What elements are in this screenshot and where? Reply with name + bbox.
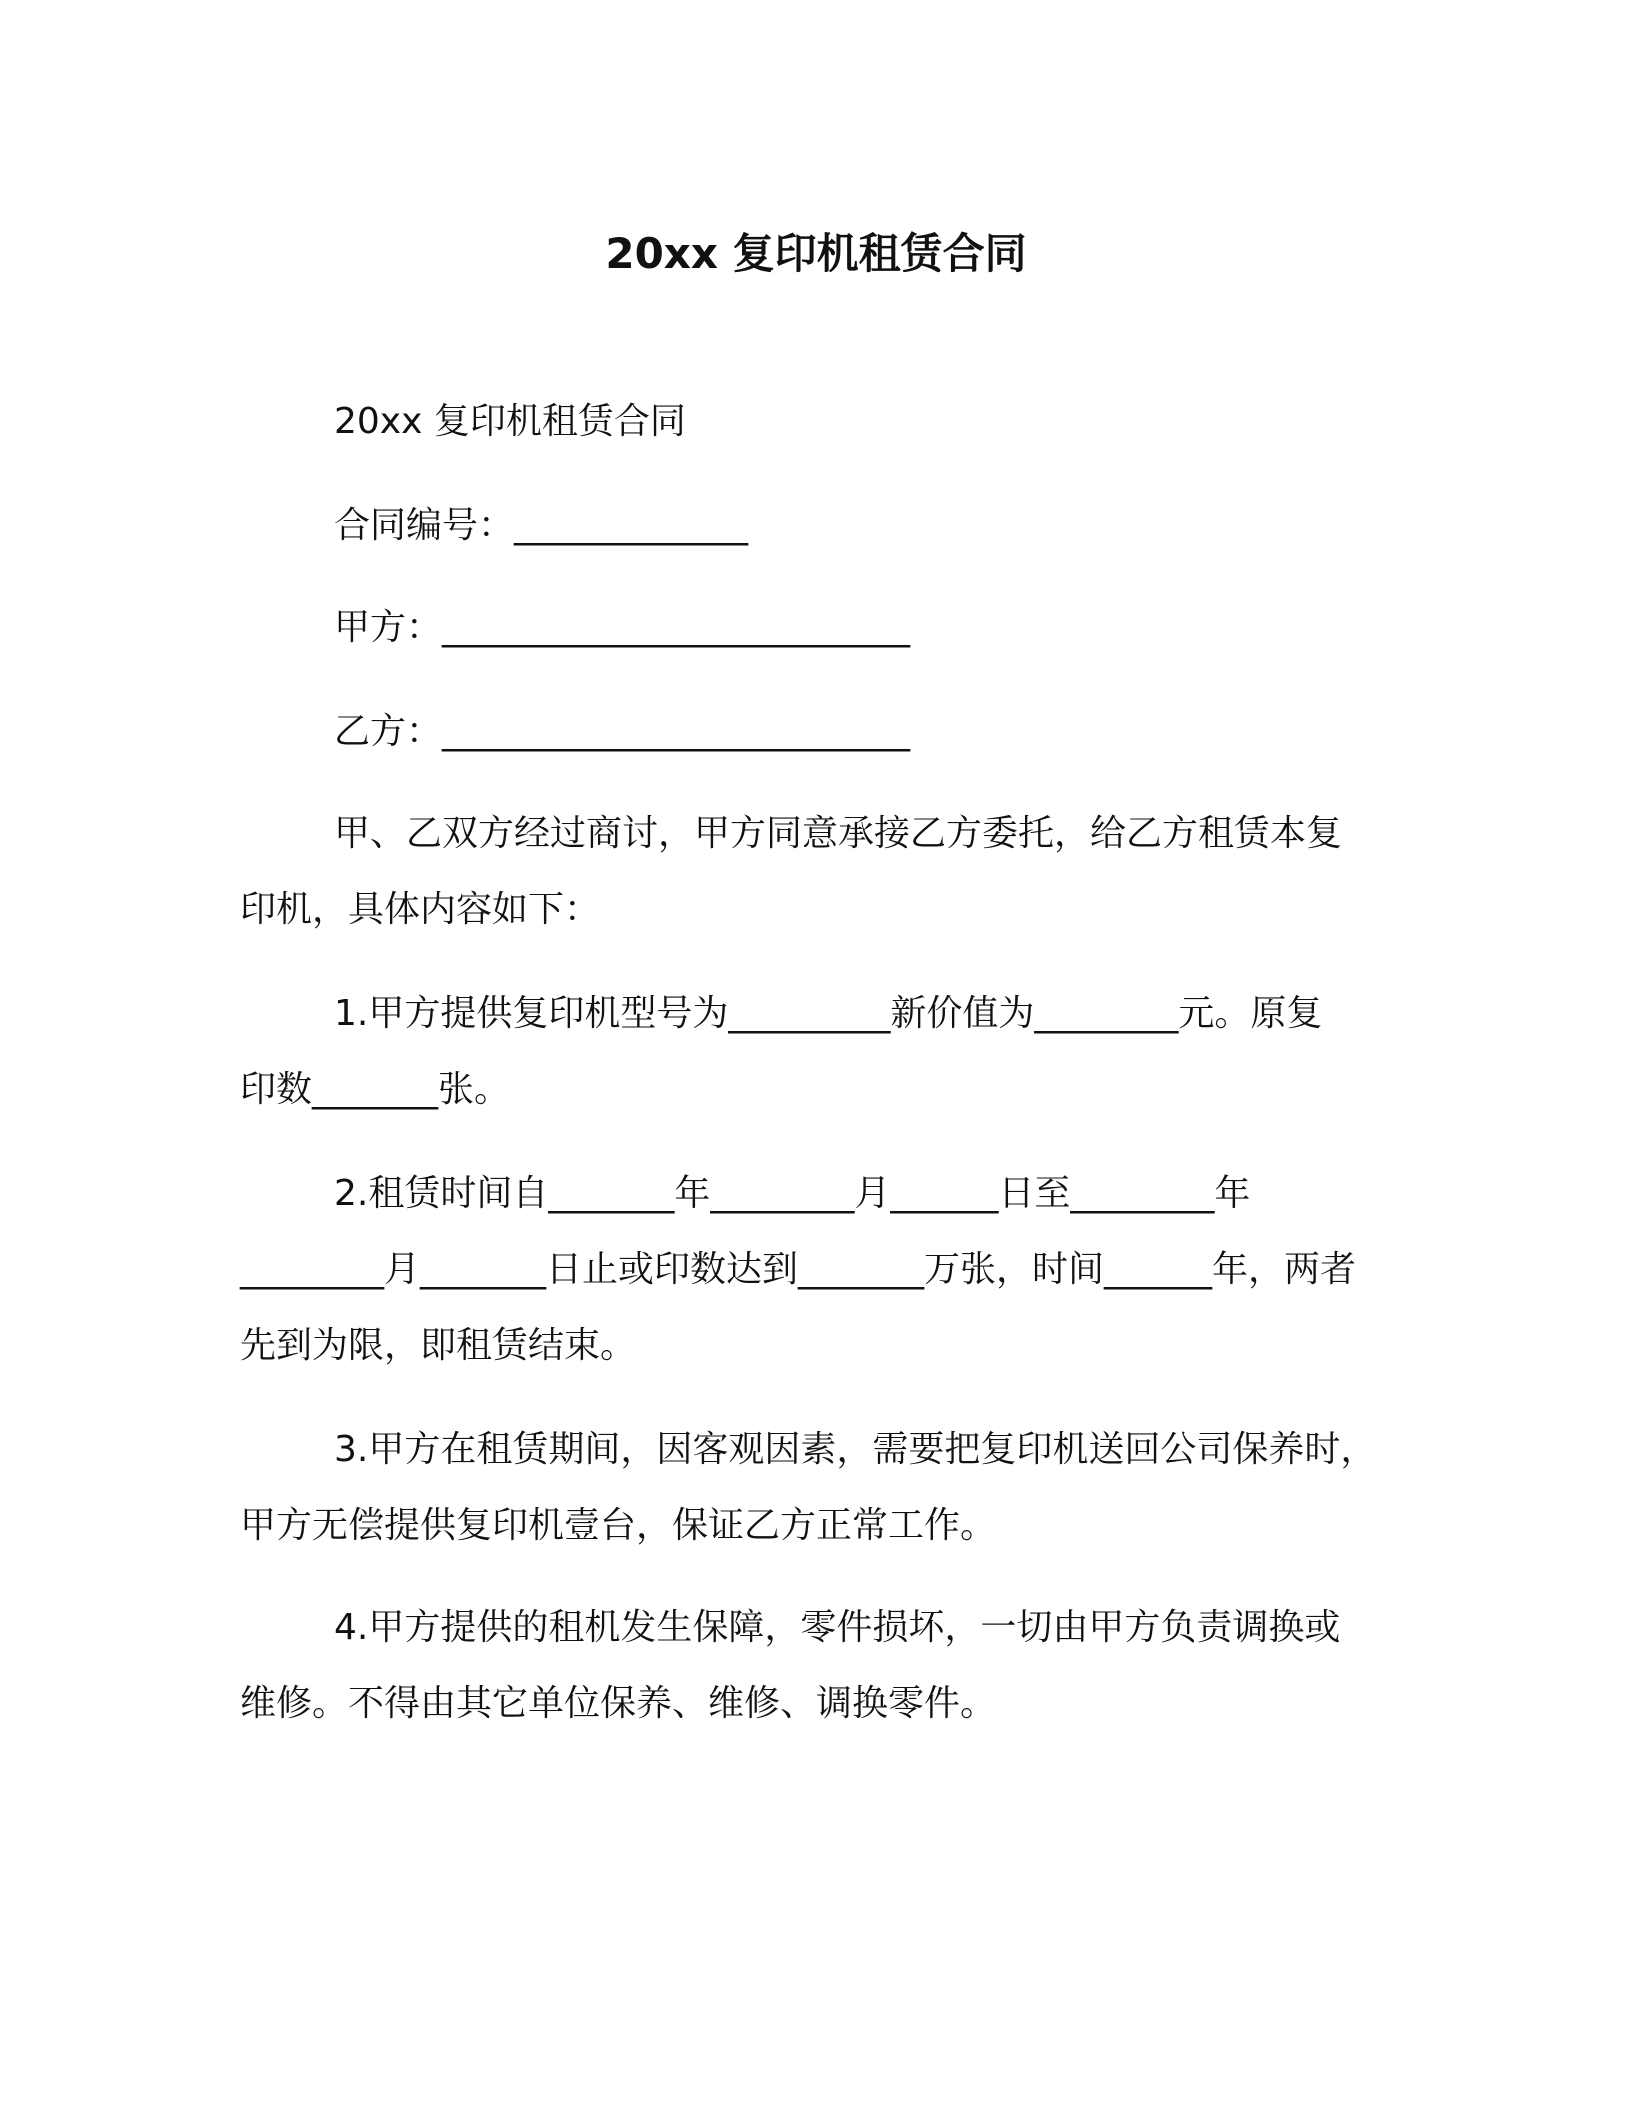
document-title: 20xx 复印机租赁合同 [605,229,1027,278]
intro-paragraph-line-2: 印机，具体内容如下： [240,889,601,930]
clause-3-line-1: 3.甲方在租赁期间，因客观因素，需要把复印机送回公司保养时， [334,1429,1377,1470]
clause-4-line-1: 4.甲方提供的租机发生保障，零件损坏，一切由甲方负责调换或 [334,1607,1341,1648]
party-b-line: 乙方：__________________________ [334,711,911,752]
intro-paragraph-line-1: 甲、乙双方经过商讨，甲方同意承接乙方委托，给乙方租赁本复 [334,813,1343,854]
clause-2-line-1: 2.租赁时间自_______年________月______日至________年 [334,1173,1251,1214]
clause-2-line-3: 先到为限，即租赁结束。 [240,1325,637,1366]
party-a-line: 甲方：__________________________ [334,607,911,648]
clause-2-line-2: ________月_______日止或印数达到_______万张，时间______年，两者 [240,1249,1357,1290]
subtitle-line: 20xx 复印机租赁合同 [334,401,686,442]
clause-3-line-2: 甲方无偿提供复印机壹台，保证乙方正常工作。 [240,1505,997,1546]
clause-1-line-2: 印数_______张。 [240,1069,511,1110]
clause-1-line-1: 1.甲方提供复印机型号为_________新价值为________元。原复 [334,993,1323,1034]
contract-number-line: 合同编号：_____________ [334,505,749,546]
clause-4-line-2: 维修。不得由其它单位保养、维修、调换零件。 [240,1683,997,1724]
